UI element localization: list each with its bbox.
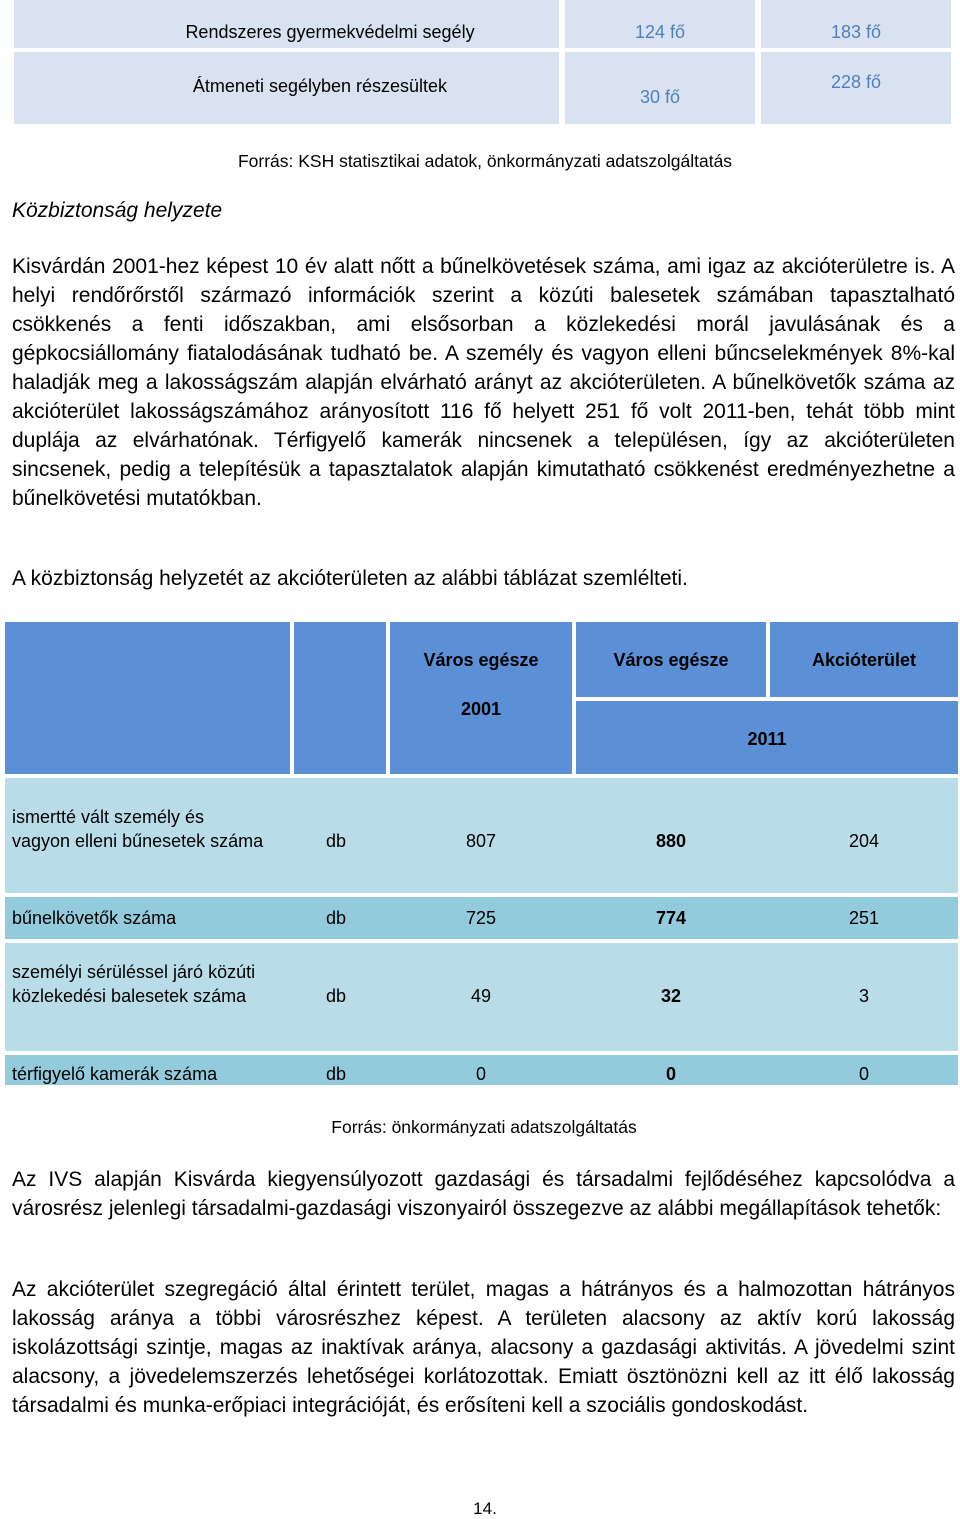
table-cell-action-area: 251	[848, 908, 880, 928]
table-header-cell	[390, 622, 572, 774]
table-cell-2011: 0	[665, 1064, 676, 1084]
table-cell-unit: db	[326, 986, 347, 1006]
table-header-unit-cell	[294, 622, 386, 774]
table-cell-action-area: 3	[858, 986, 869, 1006]
table-header-action-area: Akcióterület	[811, 650, 917, 670]
table-header-city-2001: Város egésze	[423, 650, 539, 670]
top-table-value: 228 fő	[830, 72, 882, 92]
table-cell-unit: db	[326, 1064, 347, 1084]
top-table-value: 183 fő	[830, 22, 882, 42]
section-heading: Közbiztonság helyzete	[12, 199, 223, 222]
table-cell-2001: 725	[465, 908, 497, 928]
table-cell-2001: 49	[470, 986, 492, 1006]
table-cell-unit: db	[326, 831, 347, 851]
table-header-city-2011: Város egésze	[613, 650, 729, 670]
table-row-label: személyi sérüléssel járó közúti közlekedési balesetek száma	[12, 962, 256, 1006]
table-cell-action-area: 204	[848, 831, 880, 851]
table-cell-2011: 32	[660, 986, 682, 1006]
table-header-year-2011: 2011	[747, 729, 787, 749]
page-number: 14.	[473, 1499, 497, 1518]
main-table-source: Forrás: önkormányzati adatszolgáltatás	[331, 1117, 637, 1137]
table-cell-2001: 807	[465, 831, 497, 851]
table-cell-unit: db	[326, 908, 347, 928]
table-cell-2011: 880	[655, 831, 687, 851]
table-cell-action-area: 0	[858, 1064, 869, 1084]
top-table-source: Forrás: KSH statisztikai adatok, önkormányzati adatszolgáltatás	[237, 151, 733, 171]
table-row-label: térfigyelő kamerák száma	[12, 1064, 218, 1084]
paragraph: Az IVS alapján Kisvárda kiegyensúlyozott gazdasági és társadalmi fejlődéséhez kapcsolódva a városrész jelenlegi társadalmi-gazdasági viszonyairól összegezve az alábbi megállapítások tehetők:	[12, 1168, 955, 1220]
paragraph: Kisvárdán 2001-hez képest 10 év alatt nőtt a bűnelkövetések száma, ami igaz az akcióterületre is. A helyi rendőrőrstől származó információk szerint a közúti balesetek számában tapasztalható csökkenés a fenti időszakban, ami elsősorban a közlekedési morál javulásának és a gépkocsiállomány fiatalodásának tudható be. A személy és vagyon elleni bűncselekmények 8%-kal haladják meg a lakosságszám alapján elvárható arányt az akcióterületen. A bűnelkövetők száma az akcióterület lakosságszámához arányosított 116 fő helyett 251 fő volt 2011-ben, tehát több mint duplája az elvárhatónak. Térfigyelő kamerák nincsenek a településen, így az akcióterületen sincsenek, pedig a telepítésük a tapasztalatok alapján kimutatható csökkenést eredményezhetne a bűnelkövetési mutatókban.	[12, 255, 955, 510]
top-table-value: 30 fő	[639, 87, 681, 107]
top-table-row-label: Átmeneti segélyben részesültek	[192, 76, 448, 96]
table-row-label: ismertté vált személy és vagyon elleni bűnesetek száma	[12, 807, 264, 851]
top-table-row-label: Rendszeres gyermekvédelmi segély	[185, 22, 475, 42]
top-table-value: 124 fő	[634, 22, 686, 42]
paragraph: A közbiztonság helyzetét az akcióterületen az alábbi táblázat szemlélteti.	[12, 567, 688, 590]
table-cell-2001: 0	[475, 1064, 486, 1084]
table-header-year-2001: 2001	[460, 699, 502, 719]
table-cell-2011: 774	[655, 908, 687, 928]
table-header-empty-cell	[5, 622, 290, 774]
table-row-label: bűnelkövetők száma	[12, 908, 177, 928]
paragraph: Az akcióterület szegregáció által érintett terület, magas a hátrányos és a halmozottan hátrányos lakosság aránya a többi városrészhez képest. A területen alacsony az aktív korú lakosság iskolázottsági szintje, magas az inaktívak aránya, alacsony a gazdasági aktivitás. A jövedelmi szint alacsony, a jövedelemszerzés lehetőségei korlátozottak. Emiatt ösztönözni kell az itt élő lakosság társadalmi és munka-erőpiaci integrációját, és erősíteni kell a szociális gondoskodást.	[12, 1278, 955, 1417]
